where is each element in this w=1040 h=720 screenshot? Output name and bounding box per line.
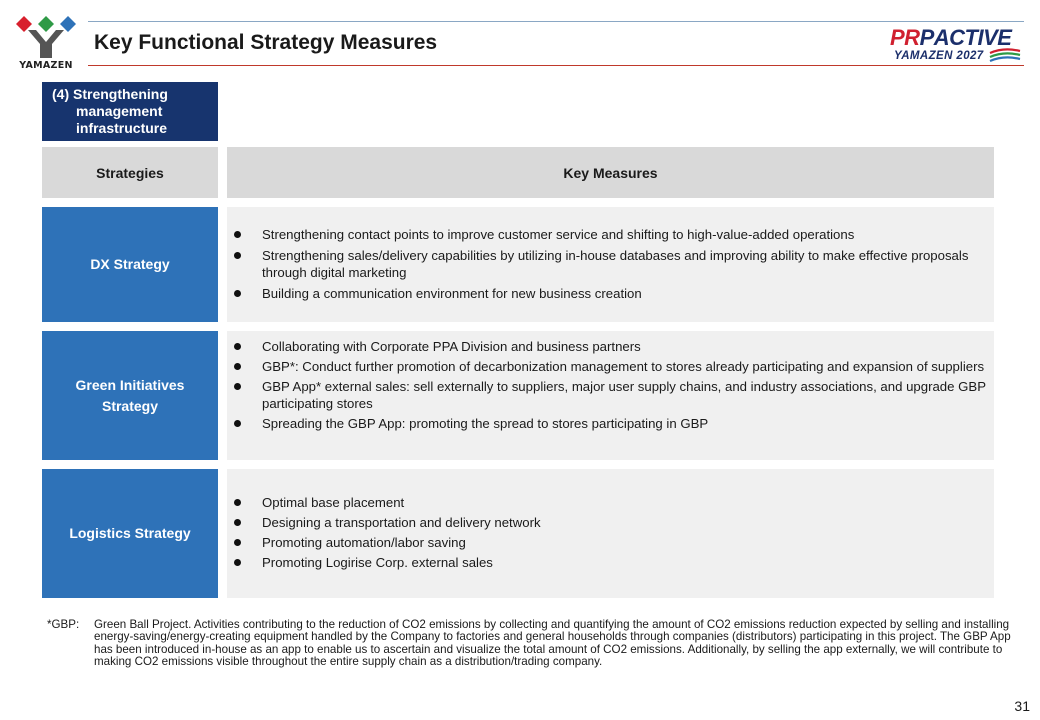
list-item: Promoting automation/labor saving [233, 534, 986, 551]
measures-list-dx [233, 226, 986, 306]
measures-cell-dx [227, 207, 994, 322]
list-item: Strengthening contact points to improve customer service and shifting to high-value-added operations [233, 226, 986, 243]
header-bottom-rule [88, 65, 1024, 66]
brand-subtitle: YAMAZEN 2027 [894, 50, 984, 62]
list-item: Optimal base placement [233, 494, 986, 511]
column-header-strategies: Strategies [42, 147, 218, 198]
strategy-cell-logistics: Logistics Strategy [42, 469, 218, 598]
measures-cell-logistics [227, 469, 994, 598]
proactive-brand-logo [884, 25, 1024, 65]
list-item: GBP*: Conduct further promotion of decarbonization management to stores already participating and expansion of suppliers [233, 358, 986, 375]
logo-wordmark: YAMAZEN [19, 60, 73, 71]
section-tag [42, 82, 218, 141]
measures-list-logistics [233, 494, 986, 574]
footnote-label: *GBP: [47, 618, 80, 631]
measures-cell-green [227, 331, 994, 460]
strategy-cell-green: Green Initiatives Strategy [42, 331, 218, 460]
list-item: Building a communication environment for new business creation [233, 285, 986, 302]
brand-swoosh-icon [988, 45, 1022, 63]
header-top-rule [88, 21, 1024, 22]
section-tag-line3: infrastructure [76, 120, 168, 136]
list-item: Designing a transportation and delivery network [233, 514, 986, 531]
section-tag-line2: management [76, 103, 163, 119]
list-item: Spreading the GBP App: promoting the spread to stores participating in GBP [233, 415, 986, 432]
yamazen-logo [14, 14, 78, 76]
list-item: Promoting Logirise Corp. external sales [233, 554, 986, 571]
column-header-key-measures: Key Measures [227, 147, 994, 198]
list-item: Collaborating with Corporate PPA Division and business partners [233, 338, 986, 355]
page-title: Key Functional Strategy Measures [94, 31, 438, 54]
list-item: GBP App* external sales: sell externally to suppliers, major user supply chains, and industry associations, and upgrade GBP participating stores [233, 378, 986, 412]
brand-wordmark: PRРACTIVE [890, 25, 1012, 50]
footnote-text: Green Ball Project. Activities contributing to the reduction of CO2 emissions by collecting and quantifying the amount of CO2 emissions reduction expected by selling and installing energy-saving/energy-creating equipment handled by the Company to factories and general households through companies (distributors) participating in this project. The GBP App has been introduced in-house as an app to enable us to ascertain and visualize the total amount of CO2 emissions. Additionally, by selling the app externally, we will contribute to making CO2 emissions visible throughout the entire supply chain as a distribution/trading company. [94, 618, 1011, 669]
measures-list-green [233, 338, 986, 435]
page-number: 31 [1014, 698, 1030, 714]
yamazen-logo-mark [14, 14, 78, 62]
strategy-cell-dx: DX Strategy [42, 207, 218, 322]
section-tag-line1: (4) Strengthening [52, 86, 168, 102]
list-item: Strengthening sales/delivery capabilities by utilizing in-house databases and improving ability to make effective proposals through digital marketing [233, 247, 986, 281]
